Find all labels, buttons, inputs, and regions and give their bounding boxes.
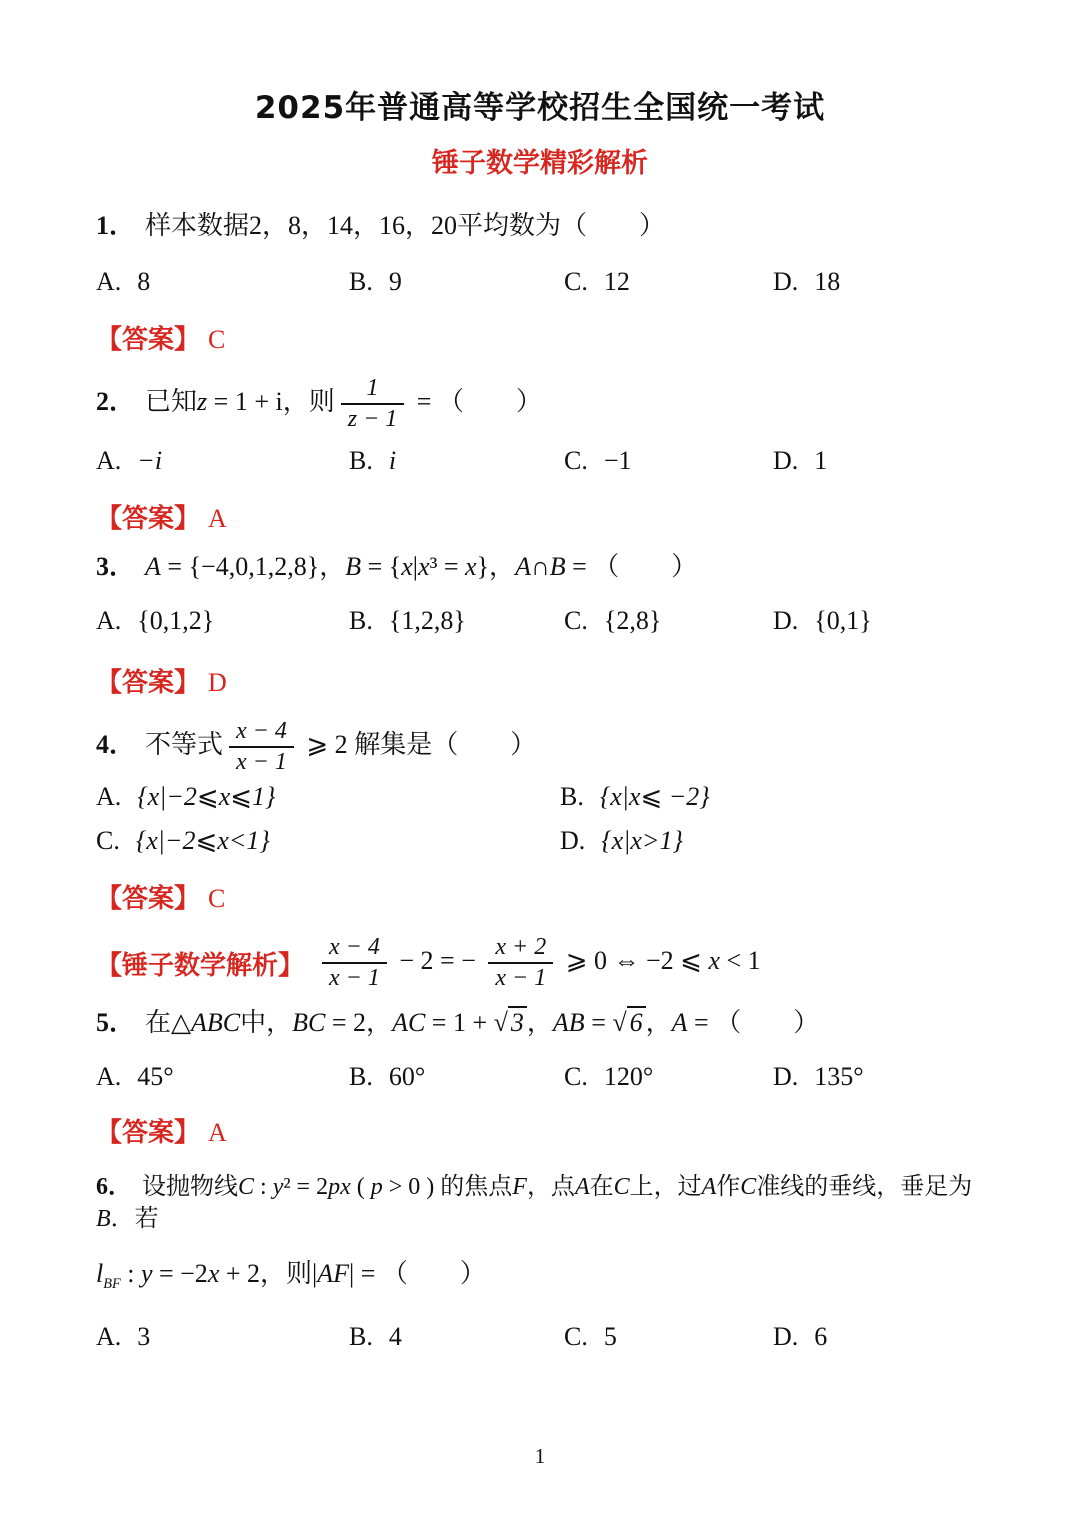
fraction: $\frac{x - 4}{x - 1}$ — [322, 933, 387, 993]
text-token: 设抛物线 — [142, 1174, 238, 1201]
text-token: = （ ） — [687, 1007, 820, 1037]
subscript: BF — [103, 1276, 121, 1293]
question-4-number: 4． — [96, 729, 136, 759]
option-value — [389, 606, 466, 635]
question-2-option-a — [96, 446, 349, 476]
text-token: B — [549, 551, 566, 581]
text-token: 解集是（ ） — [354, 729, 537, 759]
text-token: 1 — [814, 445, 828, 475]
option-label: D. — [773, 605, 799, 635]
text-token: 样本数据 — [145, 211, 250, 240]
option-value — [814, 446, 827, 475]
option-value — [604, 1322, 617, 1351]
text-token: 平均数为（ ） — [457, 211, 666, 240]
text-token: ∩ — [530, 551, 550, 581]
option-value — [137, 606, 214, 635]
text-token: 4 — [388, 1322, 402, 1352]
text-token: z — [197, 386, 208, 416]
text-token: 中， — [240, 1007, 293, 1037]
text-token: {0,1} — [814, 605, 872, 635]
option-label: A. — [96, 782, 122, 812]
text-token: 45° — [137, 1062, 174, 1092]
question-1-option-b — [349, 267, 564, 297]
text-token: 60° — [388, 1062, 426, 1092]
question-2-answer — [96, 498, 984, 535]
question-4-text — [145, 717, 537, 775]
text-token: ² = 2 — [283, 1174, 329, 1201]
text-token: A — [671, 1007, 688, 1037]
text-token: ⩾ 2 — [299, 729, 355, 759]
text-token: px — [328, 1174, 351, 1201]
text-token: AF — [317, 1258, 350, 1288]
text-token: y — [140, 1258, 153, 1288]
option-label: B. — [349, 267, 373, 297]
question-3-answer — [96, 662, 984, 699]
text-token: A — [574, 1174, 590, 1201]
answer-value: A — [208, 503, 227, 533]
option-label: B. — [349, 1322, 373, 1352]
fraction: $\frac{x + 2}{x - 1}$ — [488, 933, 553, 993]
option-value — [389, 1062, 425, 1091]
question-6-option-b — [349, 1322, 564, 1352]
option-value — [604, 267, 630, 296]
question-3-option-d — [773, 606, 984, 636]
text-token: {x|x>1} — [601, 826, 683, 856]
option-label: D. — [773, 1062, 799, 1092]
question-1-option-c — [564, 267, 773, 297]
question-6-text-line1 — [96, 1174, 972, 1232]
option-label: A. — [96, 605, 122, 635]
text-token: | = （ ） — [349, 1258, 486, 1288]
option-label: C. — [564, 605, 588, 635]
text-token: 18 — [814, 267, 841, 297]
question-4-option-d — [560, 826, 984, 856]
question-3-text — [145, 552, 697, 581]
text-token: 12 — [603, 267, 630, 297]
option-label: C. — [564, 267, 588, 297]
text-token: F — [512, 1174, 527, 1201]
question-6-number: 6． — [96, 1174, 132, 1201]
text-token: AC — [392, 1007, 426, 1037]
question-5-option-b — [349, 1062, 564, 1092]
text-token: ，点 — [526, 1174, 575, 1201]
page-number: 1 — [534, 1444, 546, 1468]
text-token: ³ = — [429, 551, 466, 581]
option-label: A. — [96, 1322, 122, 1352]
question-4-option-b — [560, 782, 984, 812]
option-value — [814, 1062, 863, 1091]
question-2-text — [145, 375, 542, 432]
option-label: A. — [96, 267, 122, 297]
sqrt-expression: √ 3 — [494, 1006, 527, 1037]
question-3-option-b — [349, 606, 564, 636]
option-label: B. — [349, 605, 373, 635]
question-6-option-d — [773, 1322, 984, 1352]
question-2-option-b — [349, 446, 564, 476]
option-value — [604, 606, 661, 635]
option-value — [137, 446, 162, 475]
text-token: 不等式 — [145, 729, 224, 759]
text-token: AB — [552, 1007, 585, 1037]
answer-value: C — [208, 884, 226, 914]
text-token: 在 — [145, 1007, 172, 1037]
question-1-options — [96, 267, 984, 297]
text-token: 6 — [814, 1322, 828, 1352]
question-5-answer — [96, 1112, 984, 1149]
text-token: △ — [171, 1007, 192, 1037]
analysis-formula — [316, 933, 761, 993]
option-label: B. — [349, 445, 373, 475]
text-token: x — [465, 551, 477, 581]
option-value — [814, 1322, 827, 1351]
question-1-number: 1． — [96, 211, 136, 240]
question-2-number: 2． — [96, 386, 136, 416]
text-token: −1 — [603, 445, 632, 475]
text-token: ，则 — [260, 1258, 313, 1288]
text-token: 的焦点 — [440, 1174, 513, 1201]
text-token: C — [740, 1174, 757, 1201]
text-token: = — [584, 1007, 613, 1037]
exam-title: 2025年普通高等学校招生全国统一考试 — [254, 90, 826, 126]
text-token: | — [412, 551, 419, 581]
text-token: x — [708, 946, 721, 976]
text-token: {x|−2⩽x<1} — [135, 826, 270, 856]
text-token: 上，过 — [629, 1174, 702, 1201]
option-value — [814, 267, 840, 296]
text-token: }， — [476, 551, 516, 581]
option-value — [137, 1322, 150, 1351]
text-token: {1,2,8} — [388, 605, 466, 635]
text-token: {x|x⩽ −2} — [599, 782, 710, 812]
text-token: = {−4,0,1,2,8}， — [160, 551, 346, 581]
text-token: ABC — [191, 1007, 241, 1037]
option-label: D. — [773, 1322, 799, 1352]
text-token: = 1 + — [425, 1007, 494, 1037]
question-2-option-d — [773, 446, 984, 476]
option-value — [604, 446, 632, 475]
text-token: x — [207, 1258, 220, 1288]
text-token: = { — [361, 551, 402, 581]
question-1-text — [145, 211, 665, 240]
option-label: A. — [96, 445, 122, 475]
text-token: {x|−2⩽x⩽1} — [137, 782, 276, 812]
fraction: $\frac{1}{z - 1}$ — [341, 374, 405, 434]
option-value — [137, 267, 150, 296]
text-token: −i — [137, 445, 163, 475]
sqrt-expression: √ 6 — [612, 1006, 645, 1037]
option-value — [389, 1322, 402, 1351]
text-token: B — [96, 1206, 111, 1233]
option-label: B. — [349, 1062, 373, 1092]
question-6-option-a — [96, 1322, 349, 1352]
text-token: − 2 = − — [392, 946, 483, 976]
text-token: = （ ） — [410, 386, 542, 416]
question-5-options — [96, 1062, 984, 1092]
question-1-option-d — [773, 267, 984, 297]
question-5-number: 5． — [96, 1007, 136, 1037]
text-token: = 1 + i — [207, 386, 283, 416]
question-1-option-a — [96, 267, 349, 297]
question-2-stem — [96, 374, 984, 434]
text-token: y — [272, 1174, 284, 1201]
text-token: A — [145, 551, 161, 581]
text-token: ， — [645, 1007, 672, 1037]
text-token: = （ ） — [565, 551, 698, 581]
question-3-number: 3． — [96, 551, 136, 581]
text-token: = −2 — [152, 1258, 208, 1288]
text-token: | — [312, 1258, 318, 1288]
option-label: C. — [564, 1062, 588, 1092]
question-5-option-c — [564, 1062, 773, 1092]
text-token: 8 — [137, 267, 151, 297]
option-value — [389, 446, 396, 475]
option-label: D. — [773, 445, 799, 475]
option-label: C. — [564, 1322, 588, 1352]
text-token: BC — [292, 1007, 326, 1037]
option-label: D. — [773, 267, 799, 297]
text-token: A — [701, 1174, 717, 1201]
question-4-analysis — [96, 933, 984, 993]
option-label: C. — [96, 826, 120, 856]
text-token: 准线的垂线，垂足为 — [756, 1174, 973, 1201]
text-token: 2，8，14，16，20 — [249, 211, 458, 240]
text-token: ，则 — [282, 386, 335, 416]
option-value — [136, 826, 270, 855]
option-value — [137, 1062, 173, 1091]
text-token: x — [418, 551, 430, 581]
question-5-text — [145, 1006, 819, 1037]
option-value — [604, 1062, 653, 1091]
text-token: 9 — [388, 267, 402, 297]
option-value — [600, 782, 710, 811]
text-token: ， — [526, 1007, 553, 1037]
question-1-stem — [96, 208, 984, 243]
text-token: 135° — [814, 1062, 864, 1092]
answer-value: C — [208, 325, 226, 355]
text-token: C — [238, 1174, 255, 1201]
text-token: : — [254, 1174, 273, 1201]
text-token: C — [613, 1174, 630, 1201]
text-token: p — [370, 1174, 383, 1201]
text-token: 3 — [137, 1322, 151, 1352]
question-5-option-a — [96, 1062, 349, 1092]
answer-label: 【答案】 — [96, 503, 201, 534]
question-3-option-c — [564, 606, 773, 636]
question-6-stem-line1 — [96, 1171, 984, 1236]
question-1-answer — [96, 319, 984, 356]
question-6-stem-line2 — [96, 1256, 984, 1294]
question-3-option-a — [96, 606, 349, 636]
text-token: > 0 ) — [382, 1174, 441, 1201]
text-token: B — [345, 551, 362, 581]
text-token: {2,8} — [603, 605, 662, 635]
answer-label: 【答案】 — [96, 325, 201, 356]
question-6-text-line2 — [96, 1258, 486, 1293]
question-6-options — [96, 1322, 984, 1352]
text-token: 在 — [589, 1174, 614, 1201]
question-2-option-c — [564, 446, 773, 476]
text-token: : — [120, 1258, 141, 1288]
text-token: 作 — [716, 1174, 741, 1201]
answer-label: 【答案】 — [96, 884, 201, 915]
text-token: {0,1,2} — [137, 605, 215, 635]
option-label: D. — [560, 826, 586, 856]
text-token: x — [401, 551, 413, 581]
option-label: C. — [564, 445, 588, 475]
option-label: A. — [96, 1062, 122, 1092]
exam-subtitle: 锤子数学精彩解析 — [432, 148, 648, 179]
text-token: 5 — [603, 1322, 617, 1352]
question-4-option-a — [96, 782, 560, 812]
question-4-stem — [96, 717, 984, 777]
answer-label: 【答案】 — [96, 667, 201, 698]
option-label: B. — [560, 782, 584, 812]
option-value — [389, 267, 402, 296]
text-token: 120° — [603, 1062, 654, 1092]
answer-label: 【答案】 — [96, 1118, 201, 1149]
text-token: ⩾ 0 ⇔ −2 ⩽ — [559, 946, 709, 976]
text-token: = 2， — [325, 1007, 393, 1037]
text-token: l — [96, 1258, 104, 1288]
question-5-stem — [96, 1005, 984, 1040]
question-4-answer — [96, 878, 984, 915]
question-4-options-row1 — [96, 782, 984, 812]
text-token: 已知 — [145, 386, 198, 416]
question-4-option-c — [96, 826, 560, 856]
text-token: ( — [350, 1174, 371, 1201]
analysis-label: 【锤子数学解析】 — [96, 950, 305, 981]
question-5-option-d — [773, 1062, 984, 1092]
fraction: $\frac{x - 4}{x - 1}$ — [229, 717, 294, 777]
question-3-options — [96, 606, 984, 636]
option-value — [601, 826, 683, 855]
option-value — [137, 782, 275, 811]
text-token: + 2 — [219, 1258, 261, 1288]
option-value — [814, 606, 871, 635]
answer-value: A — [208, 1118, 227, 1148]
question-2-options — [96, 446, 984, 476]
text-token: ．若 — [110, 1206, 159, 1233]
text-token: < 1 — [720, 946, 761, 976]
text-token: A — [515, 551, 531, 581]
question-3-stem — [96, 549, 984, 584]
text-token: i — [388, 445, 397, 475]
question-6-option-c — [564, 1322, 773, 1352]
question-4-options-row2 — [96, 826, 984, 856]
answer-value: D — [208, 667, 227, 697]
